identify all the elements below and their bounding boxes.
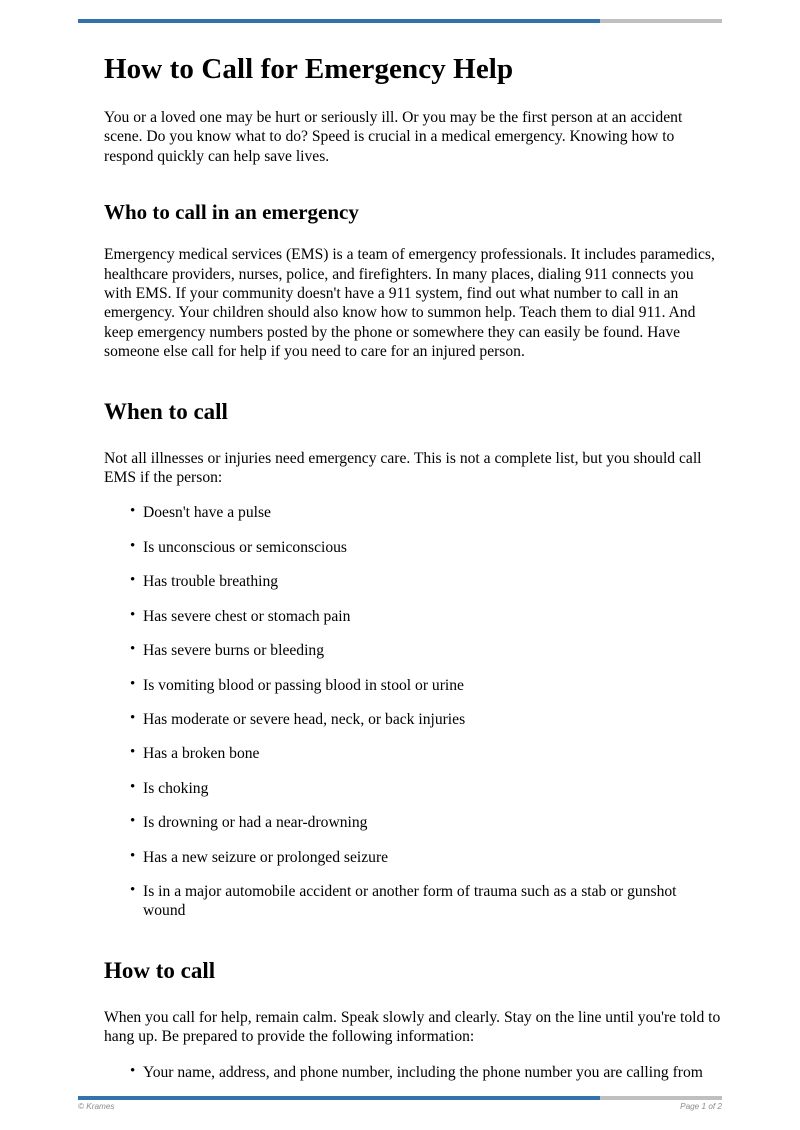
section-heading-how-to-call: How to call: [104, 957, 216, 983]
header-rule: [78, 19, 722, 23]
list-item: • Has severe chest or stomach pain: [104, 607, 722, 626]
document-content: [104, 52, 722, 1097]
who-to-call-paragraph: Emergency medical services (EMS) is a team of emergency professionals. It includes paramedics, healthcare providers, nurses, police, and firefighters. In many places, dialing 911 connects you with EMS. If your community doesn't have a 911 system, find out what number to call in an emergency. Your children should also know how to summon help. Teach them to dial 911. And keep emergency numbers posted by the phone or somewhere they can easily be found. Have someone else call for help if you need to care for an injured person.: [104, 246, 715, 361]
footer-rule: [78, 1096, 722, 1100]
list-item: • Is vomiting blood or passing blood in stool or urine: [104, 676, 722, 695]
section-heading-when-to-call: When to call: [104, 398, 228, 424]
section-heading-who-to-call: Who to call in an emergency: [104, 200, 359, 225]
list-item: • Is drowning or had a near-drowning: [104, 813, 722, 832]
footer-copyright: © Krames: [78, 1102, 115, 1111]
list-item: • Is in a major automobile accident or another form of trauma such as a stab or gunshot wound: [104, 882, 722, 921]
list-item: • Is unconscious or semiconscious: [104, 538, 722, 557]
how-to-call-bullet-list: [104, 1063, 722, 1082]
list-item: • Your name, address, and phone number, including the phone number you are calling from: [104, 1063, 722, 1082]
when-to-call-paragraph: Not all illnesses or injuries need emergency care. This is not a complete list, but you should call EMS if the person:: [104, 449, 702, 487]
footer-page-number: Page 1 of 2: [680, 1102, 722, 1111]
list-item: • Doesn't have a pulse: [104, 503, 722, 522]
list-item: • Is choking: [104, 779, 722, 798]
when-to-call-bullet-list: [104, 503, 722, 920]
header-rule-blue-segment: [78, 19, 600, 23]
intro-paragraph: You or a loved one may be hurt or seriously ill. Or you may be the first person at an accident scene. Do you know what to do? Speed is crucial in a medical emergency. Knowing how to respond quickly can help save lives.: [104, 109, 683, 165]
list-item: • Has severe burns or bleeding: [104, 641, 722, 660]
list-item: • Has moderate or severe head, neck, or back injuries: [104, 710, 722, 729]
list-item: • Has trouble breathing: [104, 572, 722, 591]
list-item: • Has a broken bone: [104, 744, 722, 763]
page-title: How to Call for Emergency Help: [104, 53, 514, 85]
header-rule-gray-segment: [600, 19, 722, 23]
page-footer: [78, 1101, 722, 1112]
footer-rule-gray-segment: [600, 1096, 722, 1100]
footer-rule-blue-segment: [78, 1096, 600, 1100]
how-to-call-paragraph: When you call for help, remain calm. Speak slowly and clearly. Stay on the line until you're told to hang up. Be prepared to provide the following information:: [104, 1008, 721, 1046]
list-item: • Has a new seizure or prolonged seizure: [104, 848, 722, 867]
